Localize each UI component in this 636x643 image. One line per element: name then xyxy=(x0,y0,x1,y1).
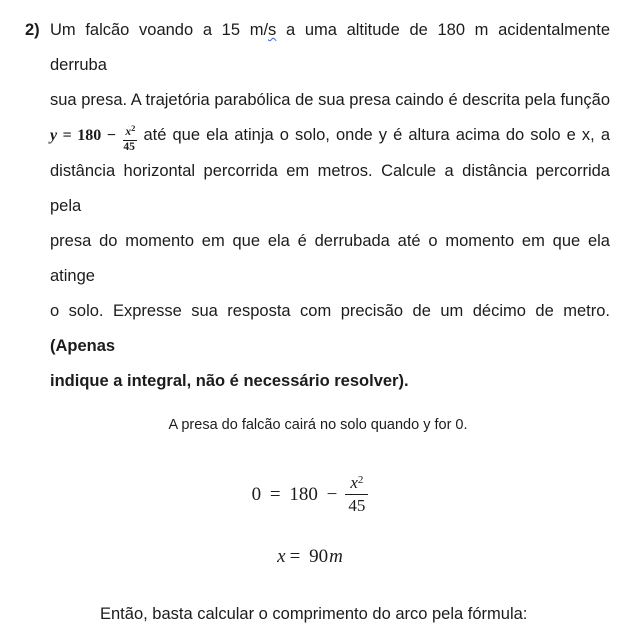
formula-fraction xyxy=(123,122,137,154)
equation-step-1 xyxy=(0,474,628,516)
eq2-value: = 90 xyxy=(289,545,329,567)
solution-note: A presa do falcão cairá no solo quando y for 0. xyxy=(168,416,468,433)
problem-line-1 xyxy=(50,13,610,83)
eq1-lead: 0 = 180 − xyxy=(251,483,338,505)
fraction-denominator: 45 xyxy=(123,141,135,153)
problem-number: 2) xyxy=(25,21,40,39)
line6-normal: o solo. Expresse sua resposta com precisão de um décimo de metro. xyxy=(50,301,610,320)
inline-formula xyxy=(50,122,137,153)
eq2-unit: m xyxy=(329,545,343,567)
problem-line-6 xyxy=(50,294,610,364)
eq1-numerator: $x^2$ xyxy=(345,474,368,496)
problem-text xyxy=(50,13,610,399)
line6-bold: (Apenas xyxy=(50,336,116,355)
problem-line-7: indique a integral, não é necessário resolver). xyxy=(50,371,409,390)
eq2-variable: x xyxy=(277,545,286,567)
line1-after: a uma altitude de 180 m acidentalmente derruba xyxy=(50,21,611,74)
formula-equals: = 180 − xyxy=(57,127,122,144)
problem-line-3 xyxy=(50,118,610,154)
arc-length-sentence: Então, basta calcular o comprimento do arco pela fórmula: xyxy=(100,604,528,623)
fraction-numerator: $x^2$ xyxy=(123,127,137,141)
problem-line-2: sua presa. A trajetória parabólica de sua presa caindo é descrita pela função xyxy=(50,91,610,109)
line1-before: Um falcão voando a 15 m/ xyxy=(50,21,269,39)
problem-line-4: distância horizontal percorrida em metros. Calcule a distância percorrida pela xyxy=(50,161,610,215)
formula-variable: y xyxy=(50,127,58,144)
line3-after: até que ela atinja o solo, onde y é altura acima do solo e x, a xyxy=(137,126,610,144)
problem-line-5: presa do momento em que ela é derrubada até o momento em que ela atinge xyxy=(50,231,610,285)
eq1-denominator: 45 xyxy=(348,496,366,516)
spellcheck-flagged-word: s xyxy=(268,21,277,39)
equation-step-2 xyxy=(0,546,628,568)
eq1-fraction xyxy=(345,474,368,516)
